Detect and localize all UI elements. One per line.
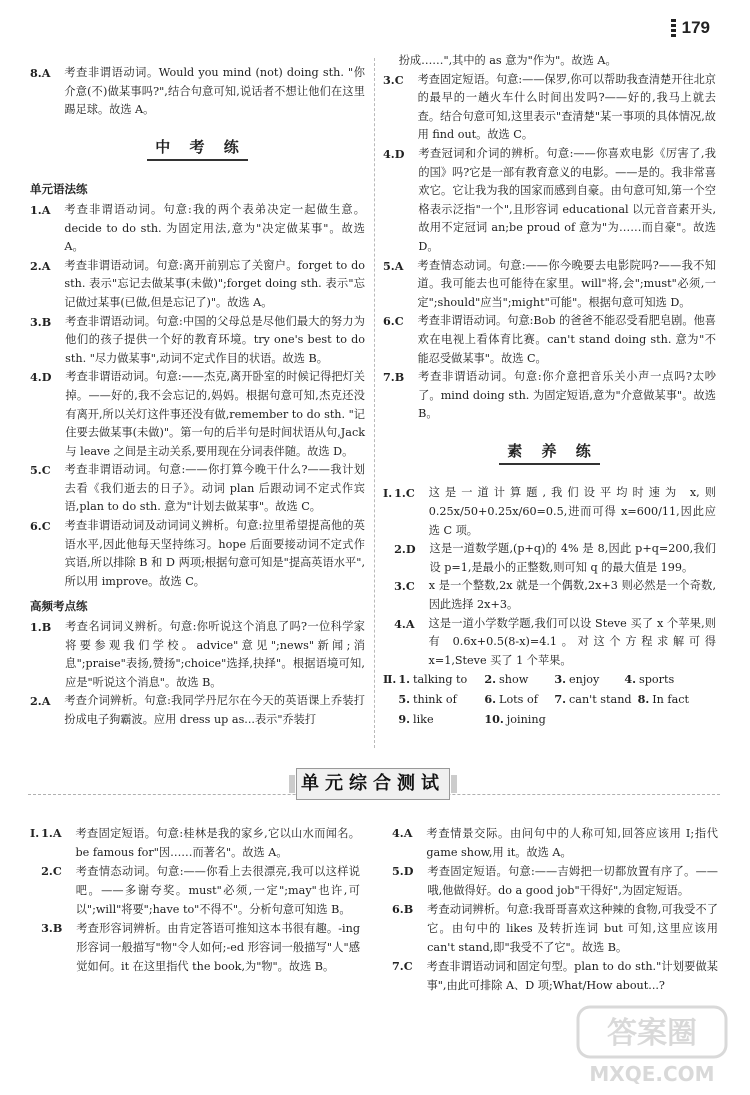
- item-explanation: 考查形容词辨析。由肯定答语可推知这本书很有趣。-ing形容词一般描写"物"令人如何;-ed 形容词一般描写"人"感觉如何。it 在这里指代 the book,为"物"。故选 B。: [76, 922, 360, 973]
- continued-text: 扮成……",其中的 as 意为"作为"。故选 A。: [398, 54, 617, 67]
- section-title: 中 考 练: [147, 138, 247, 161]
- item-answer: B: [394, 370, 405, 385]
- item-answer: A: [403, 826, 413, 840]
- suyang-list: [394, 484, 716, 670]
- unit-test-banner: [28, 766, 720, 808]
- item-answer: A: [41, 258, 51, 273]
- item-answer: D: [405, 542, 416, 557]
- suyang-part-1: [383, 484, 716, 670]
- left-top-list: [30, 64, 365, 120]
- gaopin-list: [30, 618, 365, 730]
- right-column: [383, 52, 716, 729]
- blank-answer: 1. talking to: [398, 672, 468, 687]
- item-explanation: 考查情态动词。句意:——你看上去很漂亮,我可以这样说吧。——多谢夸奖。must"必须,一定";may"也许,可以";will"将要";have to"不得不"。分析句意可知选 B。: [75, 865, 360, 916]
- roman-numeral: Ⅰ.: [383, 486, 393, 501]
- answer-item: [394, 540, 716, 577]
- page-marker-icon: [671, 19, 676, 37]
- answer-item: [383, 257, 716, 313]
- item-explanation: 考查非谓语动词。句意:你介意把音乐关小声一点吗?太吵了。mind doing sth. 为固定短语,意为"介意做某事"。故选 B。: [418, 370, 716, 421]
- item-explanation: 考查非谓语动词。句意:我的两个表弟决定一起做生意。decide to do sth. 为固定用法,意为"决定做某事"。故选 A。: [64, 202, 365, 254]
- item-explanation: 考查非谓语动词。句意:离开前别忘了关窗户。forget to do sth. 表示"忘记去做某事(未做)";forget doing sth. 表示"忘记做过某事(已做,但是忘记了)"。故选 A。: [64, 258, 365, 309]
- item-answer: C: [41, 463, 51, 478]
- item-number: 1.B: [30, 620, 52, 635]
- blank-row: [398, 670, 716, 690]
- item-number: 1.C: [394, 486, 415, 501]
- blank-answer: 4. sports: [624, 672, 675, 687]
- answer-item: [383, 368, 716, 424]
- item-explanation: 这是一道小学数学题,我们可以设 Steve 买了 x 个苹果,则有 0.6x+0.5(8-x)=4.1。对这个方程求解可得 x=1,Steve 买了 1 个苹果。: [428, 616, 716, 667]
- item-answer: C: [41, 519, 51, 534]
- item-explanation: 考查非谓语动词和固定句型。plan to do sth."计划要做某事",由此可排除 A、D 项;What/How about...?: [426, 960, 718, 992]
- item-explanation: 考查动词辨析。句意:我哥哥喜欢这种辣的食物,可我受不了它。由句中的 likes 及转折连词 but 可知,这里应该用 can't stand,即"我受不了它"。故选 B。: [427, 903, 718, 954]
- section-suyang: [383, 442, 716, 463]
- item-number: 4.D: [30, 370, 52, 385]
- blank-answer: 9. like: [398, 711, 434, 726]
- item-explanation: 这是一道计算题,我们设平均时速为 x,则 0.25x/50+0.25x/60=0.5,进而可得 x=600/11,因此应选 C 项。: [428, 486, 716, 537]
- answer-item: [30, 257, 365, 313]
- answer-item: [30, 692, 365, 729]
- item-explanation: 这是一道数学题,(p+q)的 4% 是 8,因此 p+q=200,我们设 p=1,是最小的正整数,则可知 q 的最大值是 199。: [429, 542, 716, 574]
- answer-item: [30, 201, 365, 257]
- watermark-url: MXQE.COM: [589, 1062, 715, 1086]
- watermark-logo: [576, 1005, 728, 1087]
- suyang-part-2: [383, 670, 716, 729]
- item-answer: D: [41, 370, 52, 385]
- page-number-text: 179: [681, 18, 710, 37]
- blank-answer: 2. show: [484, 672, 529, 687]
- item-explanation: 考查非谓语动词。句意:——你打算今晚干什么?——我计划去看《我们逝去的日子》。动词 plan 后跟动词不定式作宾语,plan to do sth. 意为"计划去做某事"。故选 C。: [64, 463, 365, 514]
- item-number: 7.B: [383, 370, 405, 385]
- subsection-label-danyuan: 单元语法练: [30, 182, 88, 197]
- item-answer: B: [41, 314, 52, 329]
- right-item-list: [383, 71, 716, 424]
- item-number: 2.D: [394, 542, 416, 557]
- blank-row: [398, 710, 716, 730]
- item-number: 5.C: [30, 463, 51, 478]
- item-number: 7.C: [392, 959, 413, 973]
- item-number: 5.D: [392, 864, 414, 878]
- roman-numeral: Ⅱ.: [383, 672, 397, 687]
- blank-answer: 5. think of: [398, 692, 457, 706]
- item-answer: B: [403, 902, 414, 916]
- left-column: [30, 64, 365, 730]
- item-number: 3.C: [383, 72, 404, 87]
- item-explanation: 考查情景交际。由问句中的人称可知,回答应该用 I;指代 game show,用 it。故选 A。: [426, 827, 718, 859]
- item-explanation: 考查冠词和介词的辨析。句意:——你喜欢电影《厉害了,我的国》吗?它是一部有教育意义的电影。——是的。我非常喜欢它。它让我为我的国家而感到自豪。由句意可知,第一个空格表示泛指"一个",且形容词 educational 以元音音素开头,故用不定冠词 an;be proud of 意为"为……而自豪"。故选 D。: [418, 146, 716, 253]
- item-answer: C: [52, 864, 62, 878]
- answer-item: [41, 919, 360, 976]
- item-answer: C: [394, 72, 404, 87]
- item-number: 2.A: [30, 694, 51, 709]
- answer-item: [30, 618, 365, 692]
- item-answer: C: [405, 579, 415, 594]
- item-number: 5.A: [383, 258, 404, 273]
- item-number: 1.A: [30, 202, 51, 217]
- item-number: 8.A: [30, 66, 51, 80]
- page-number: [671, 18, 710, 38]
- danyuan-list: [30, 201, 365, 591]
- item-answer: A: [405, 616, 415, 631]
- item-explanation: 考查固定短语。句意:——吉姆把一切都放置有序了。——哦,他做得好。do a good job"干得好",为固定短语。: [427, 865, 718, 897]
- item-answer: B: [52, 921, 63, 935]
- bottom-right-list: [392, 824, 718, 995]
- item-explanation: 考查介词辨析。句意:我同学丹尼尔在今天的英语课上乔装打扮成电子狗霸波。应用 dress up as...表示"乔装打: [64, 694, 365, 726]
- item-number: 6.C: [383, 314, 404, 329]
- item-answer: A: [41, 66, 51, 80]
- item-answer: C: [405, 486, 415, 501]
- answer-item: [30, 461, 365, 517]
- answer-item: [383, 71, 716, 145]
- item-number: 2.C: [41, 864, 62, 878]
- item-number: 1.A: [41, 826, 62, 840]
- blank-answer: 3. enjoy: [554, 672, 600, 687]
- item-answer: A: [394, 258, 404, 273]
- answer-item: [394, 615, 716, 671]
- column-divider: [374, 58, 375, 748]
- watermark-text: 答案圈: [607, 1016, 697, 1051]
- item-explanation: 考查非谓语动词。句意:Bob 的爸爸不能忍受看肥皂剧。他喜欢在电视上看体育比赛。can't stand doing sth. 意为"不能忍受做某事"。故选 C。: [417, 314, 716, 365]
- section-title: 素 养 练: [499, 442, 599, 465]
- subsection-label-gaopin: 高频考点练: [30, 599, 88, 614]
- item-explanation: 考查名词词义辨析。句意:你听说这个消息了吗?一位科学家将要参观我们学校。advice"意见";news"新闻;消息";praise"表扬,赞扬";choice"选择,抉择"。根据语境可知,应是"听说这个消息"。故选 B。: [65, 620, 365, 689]
- item-answer: D: [394, 146, 405, 161]
- answer-item: [392, 824, 718, 862]
- blank-answer: 6. Lots of: [484, 692, 538, 706]
- item-answer: A: [52, 826, 62, 840]
- item-explanation: 考查固定短语。句意:——保罗,你可以帮助我查清楚开往北京的最早的一趟火车什么时间出发吗?——好的,我马上就去查。结合句意可知,这里表示"查清楚"某一事项的具体情况,故用 find out。故选 C。: [417, 72, 716, 142]
- item-number: 4.A: [392, 826, 413, 840]
- blank-row: [398, 690, 716, 710]
- answer-item: [41, 824, 360, 862]
- bottom-left-column: [30, 824, 360, 976]
- answer-item: [41, 862, 360, 919]
- item-number: 3.B: [30, 314, 52, 329]
- answer-item: [394, 484, 716, 540]
- item-number: 3.C: [394, 579, 415, 594]
- blank-answers: [398, 670, 716, 729]
- answer-item: [383, 145, 716, 257]
- item-number: 2.A: [30, 258, 51, 273]
- item-answer: B: [41, 620, 52, 635]
- item-answer: A: [41, 202, 51, 217]
- roman-numeral: Ⅰ.: [30, 826, 40, 840]
- item-number: 4.D: [383, 146, 405, 161]
- answer-item: [30, 64, 365, 120]
- answer-item: [30, 368, 365, 461]
- answer-item: [392, 900, 718, 957]
- item-answer: C: [394, 314, 404, 329]
- item-explanation: 考查非谓语动词。Would you mind (not) doing sth. "你介意(不)做某事吗?",结合句意可知,说话者不想让他们在这里踢足球。故选 A。: [64, 66, 365, 117]
- blank-answer: 10. joining: [484, 711, 546, 726]
- banner-title: 单元综合测试: [296, 768, 450, 800]
- item-answer: D: [403, 864, 414, 878]
- answer-item: [392, 862, 718, 900]
- item-explanation: 考查非谓语动词。句意:中国的父母总是尽他们最大的努力为他们的孩子提供一个好的教育环境。try one's best to do sth. "尽力做某事",动词不定式作目的状语。故选 B。: [65, 314, 365, 365]
- answer-item: [30, 313, 365, 369]
- item-explanation: 考查情态动词。句意:——你今晚要去电影院吗?——我不知道。我可能去也可能待在家里。will"将,会";must"必须,一定";should"应当";might"可能"。根据句意可知选 D。: [417, 258, 716, 309]
- item-answer: C: [403, 959, 413, 973]
- answer-item: [394, 577, 716, 614]
- blank-answer: 7. can't stand: [554, 692, 632, 706]
- item-number: 6.C: [30, 519, 51, 534]
- item-number: 3.B: [41, 921, 63, 935]
- item-answer: A: [41, 694, 51, 709]
- answer-item: [30, 517, 365, 591]
- item-explanation: 考查非谓语动词。句意:——杰克,离开卧室的时候记得把灯关掉。——好的,我不会忘记的,妈妈。根据句意可知,杰克还没有离开,所以关灯这件事还没有做,remember to do sth. "记住要去做某事(未做)"。第一句的后半句是时间状语从句,Jack 与 leave 之间是主动关系,要用现在分词表伴随。故选 D。: [65, 370, 365, 458]
- item-explanation: 考查非谓语动词及动词词义辨析。句意:拉里希望提高他的英语水平,因此他每天坚持练习。hope 后面要接动词不定式作宾语,所以排除 B 和 D 两项;根据句意可知是"提高英语水平",所以用 improve。故选 C。: [64, 519, 365, 588]
- bottom-left-list: [41, 824, 360, 976]
- item-explanation: 考查固定短语。句意:桂林是我的家乡,它以山水而闻名。be famous for"因……而著名"。故选 A。: [75, 827, 360, 859]
- answer-item: [392, 957, 718, 995]
- blank-answer: 8. In fact: [637, 692, 690, 706]
- item-number: 6.B: [392, 902, 414, 916]
- section-zhongkao: [30, 138, 365, 159]
- bottom-right-column: [392, 824, 718, 995]
- item-number: 4.A: [394, 616, 415, 631]
- answer-item: [383, 312, 716, 368]
- item-explanation: x 是一个整数,2x 就是一个偶数,2x+3 则必然是一个奇数,因此选择 2x+3。: [428, 579, 716, 612]
